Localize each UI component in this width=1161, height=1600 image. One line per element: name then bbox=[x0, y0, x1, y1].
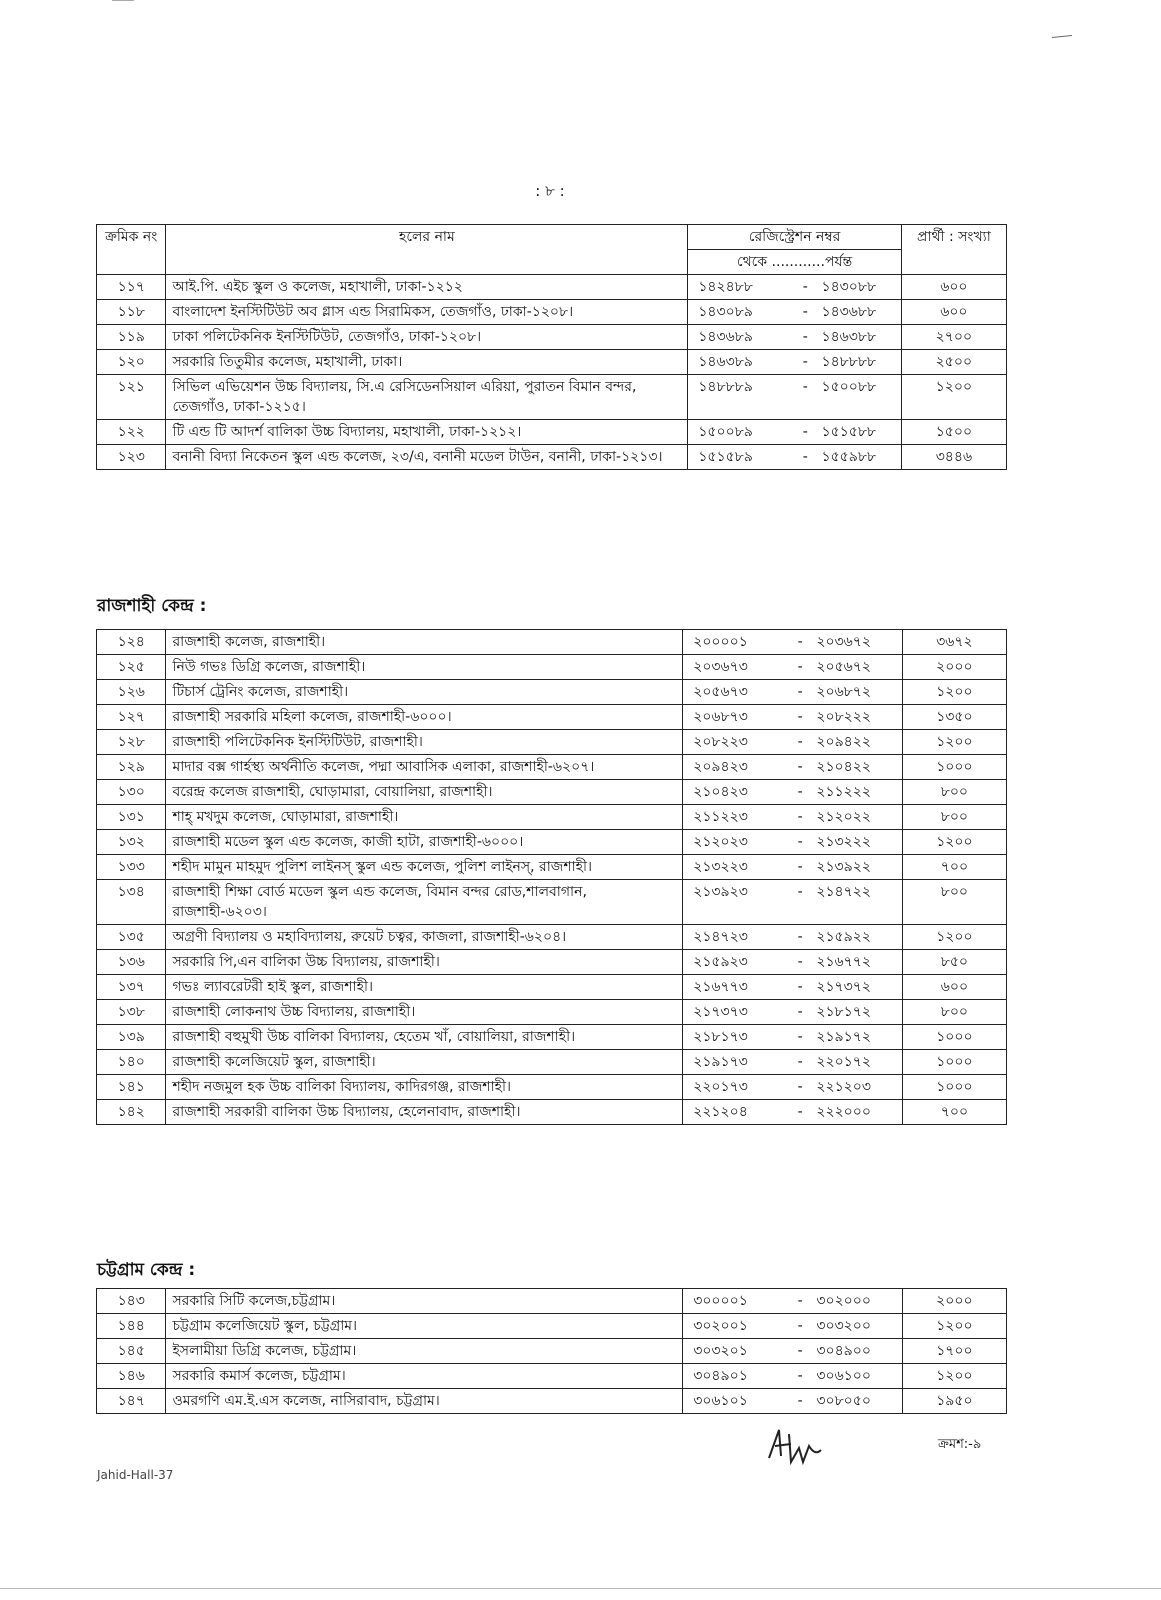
table-row bbox=[97, 925, 1007, 950]
range-dash: - bbox=[790, 1075, 810, 1100]
range-dash: - bbox=[790, 1364, 810, 1389]
reg-from-cell: ২১৪৭২৩ bbox=[683, 925, 790, 950]
hall-name-cell: সিভিল এভিয়েশন উচ্চ বিদ্যালয়, সি.এ রেসিডেনসিয়াল এরিয়া, পুরাতন বিমান বন্দর, তেজগাঁও, ঢাকা-১২১৫। bbox=[166, 375, 688, 420]
reg-from-cell: ২০৮২২৩ bbox=[683, 730, 790, 755]
range-dash: - bbox=[795, 325, 815, 350]
serial-cell: ১২৫ bbox=[97, 655, 166, 680]
header-registration-number: রেজিস্ট্রেশন নম্বর bbox=[688, 225, 901, 250]
reg-from-cell: ২০৯৪২৩ bbox=[683, 755, 790, 780]
serial-cell: ১৪৬ bbox=[97, 1364, 166, 1389]
table-row bbox=[97, 1364, 1007, 1389]
serial-cell: ১৪৩ bbox=[97, 1289, 166, 1314]
header-serial: ক্রমিক নং bbox=[97, 225, 166, 275]
table-row bbox=[97, 275, 1007, 300]
serial-cell: ১২৪ bbox=[97, 630, 166, 655]
table-row bbox=[97, 755, 1007, 780]
reg-from-cell: ২১০৪২৩ bbox=[683, 780, 790, 805]
reg-from-cell: ২২০১৭৩ bbox=[683, 1075, 790, 1100]
range-dash: - bbox=[790, 855, 810, 880]
hall-name-cell: চট্টগ্রাম কলেজিয়েট স্কুল, চট্টগ্রাম। bbox=[166, 1314, 683, 1339]
scan-mark bbox=[1052, 35, 1072, 38]
candidate-count-cell: ১০০০ bbox=[902, 755, 1006, 780]
table-row bbox=[97, 780, 1007, 805]
table-row bbox=[97, 1050, 1007, 1075]
rajshahi-table-body bbox=[97, 630, 1007, 1125]
candidate-count-cell: ৭০০ bbox=[902, 1100, 1006, 1125]
reg-from-cell: ২০০০০১ bbox=[683, 630, 790, 655]
hall-name-cell: রাজশাহী কলেজিয়েট স্কুল, রাজশাহী। bbox=[166, 1050, 683, 1075]
reg-to-cell: ৩০৩২০০ bbox=[810, 1314, 902, 1339]
range-dash: - bbox=[790, 1025, 810, 1050]
reg-to-cell: ১৪৬৩৮৮ bbox=[815, 325, 901, 350]
reg-to-cell: ২০৫৬৭২ bbox=[810, 655, 902, 680]
table-row bbox=[97, 420, 1007, 445]
candidate-count-cell: ১২০০ bbox=[902, 1364, 1006, 1389]
hall-name-cell: শহীদ নজমুল হক উচ্চ বালিকা বিদ্যালয়, কাদিরগঞ্জ, রাজশাহী। bbox=[166, 1075, 683, 1100]
candidate-count-cell: ৭০০ bbox=[902, 855, 1006, 880]
range-dash: - bbox=[790, 780, 810, 805]
dhaka-table-head bbox=[97, 225, 1007, 275]
hall-name-cell: শাহ্ মখদুম কলেজ, ঘোড়ামারা, রাজশাহী। bbox=[166, 805, 683, 830]
reg-from-cell: ২১৭৩৭৩ bbox=[683, 1000, 790, 1025]
reg-from-cell: ১৪৬৩৮৯ bbox=[688, 350, 795, 375]
reg-from-cell: ৩০০০০১ bbox=[683, 1289, 790, 1314]
table-row bbox=[97, 1389, 1007, 1414]
candidate-count-cell: ১০০০ bbox=[902, 1075, 1006, 1100]
chattogram-hall-table bbox=[96, 1288, 1007, 1414]
reg-from-cell: ৩০৪৯০১ bbox=[683, 1364, 790, 1389]
table-row bbox=[97, 730, 1007, 755]
reg-to-cell: ২১৮১৭২ bbox=[810, 1000, 902, 1025]
hall-name-cell: বনানী বিদ্যা নিকেতন স্কুল এন্ড কলেজ, ২৩/এ, বনানী মডেল টাউন, বনানী, ঢাকা-১২১৩। bbox=[166, 445, 688, 470]
hall-name-cell: রাজশাহী কলেজ, রাজশাহী। bbox=[166, 630, 683, 655]
candidate-count-cell: ৬০০ bbox=[901, 300, 1006, 325]
serial-cell: ১২৩ bbox=[97, 445, 166, 470]
range-dash: - bbox=[790, 975, 810, 1000]
serial-cell: ১৪৪ bbox=[97, 1314, 166, 1339]
reg-to-cell: ২০৩৬৭২ bbox=[810, 630, 902, 655]
hall-name-cell: রাজশাহী শিক্ষা বোর্ড মডেল স্কুল এন্ড কলেজ, বিমান বন্দর রোড,শালবাগান, রাজশাহী-৬২০৩। bbox=[166, 880, 683, 925]
serial-cell: ১২৭ bbox=[97, 705, 166, 730]
reg-from-cell: ২১৮১৭৩ bbox=[683, 1025, 790, 1050]
hall-name-cell: বরেন্দ্র কলেজ রাজশাহী, ঘোড়ামারা, বোয়ালিয়া, রাজশাহী। bbox=[166, 780, 683, 805]
reg-to-cell: ১৫৫৯৮৮ bbox=[815, 445, 901, 470]
table-row bbox=[97, 1339, 1007, 1364]
serial-cell: ১৩৬ bbox=[97, 950, 166, 975]
table-row bbox=[97, 705, 1007, 730]
table-row bbox=[97, 855, 1007, 880]
candidate-count-cell: ৮০০ bbox=[902, 805, 1006, 830]
range-dash: - bbox=[790, 730, 810, 755]
hall-name-cell: বাংলাদেশ ইনস্টিটিউট অব গ্লাস এন্ড সিরামিকস, তেজগাঁও, ঢাকা-১২০৮। bbox=[166, 300, 688, 325]
reg-to-cell: ১৪৩০৮৮ bbox=[815, 275, 901, 300]
reg-from-cell: ৩০৬১০১ bbox=[683, 1389, 790, 1414]
serial-cell: ১১৮ bbox=[97, 300, 166, 325]
reg-to-cell: ২১৯১৭২ bbox=[810, 1025, 902, 1050]
reg-to-cell: ২১৬৭৭২ bbox=[810, 950, 902, 975]
reg-from-cell: ২২১২০৪ bbox=[683, 1100, 790, 1125]
reg-to-cell: ২০৬৮৭২ bbox=[810, 680, 902, 705]
range-dash: - bbox=[790, 1289, 810, 1314]
reg-to-cell: ২১৪৭২২ bbox=[810, 880, 902, 925]
candidate-count-cell: ৮০০ bbox=[902, 1000, 1006, 1025]
table-row bbox=[97, 680, 1007, 705]
reg-from-cell: ২১৯১৭৩ bbox=[683, 1050, 790, 1075]
reg-from-cell: ২১৩৯২৩ bbox=[683, 880, 790, 925]
table-row bbox=[97, 1314, 1007, 1339]
hall-name-cell: সরকারি পি,এন বালিকা উচ্চ বিদ্যালয়, রাজশাহী। bbox=[166, 950, 683, 975]
reg-from-cell: ১৪৮৮৮৯ bbox=[688, 375, 795, 420]
table-row bbox=[97, 975, 1007, 1000]
table-row bbox=[97, 1289, 1007, 1314]
candidate-count-cell: ২৫০০ bbox=[901, 350, 1006, 375]
hall-name-cell: রাজশাহী পলিটেকনিক ইনস্টিটিউট, রাজশাহী। bbox=[166, 730, 683, 755]
reg-to-cell: ২১৫৯২২ bbox=[810, 925, 902, 950]
hall-name-cell: টি এন্ড টি আদর্শ বালিকা উচ্চ বিদ্যালয়, মহাখালী, ঢাকা-১২১২। bbox=[166, 420, 688, 445]
scan-mark bbox=[112, 0, 134, 1]
dhaka-table-body bbox=[97, 275, 1007, 470]
candidate-count-cell: ১০০০ bbox=[902, 1050, 1006, 1075]
serial-cell: ১৩২ bbox=[97, 830, 166, 855]
table-row bbox=[97, 830, 1007, 855]
serial-cell: ১২০ bbox=[97, 350, 166, 375]
hall-name-cell: রাজশাহী লোকনাথ উচ্চ বিদ্যালয়, রাজশাহী। bbox=[166, 1000, 683, 1025]
range-dash: - bbox=[795, 350, 815, 375]
reg-to-cell: ২১২০২২ bbox=[810, 805, 902, 830]
hall-name-cell: রাজশাহী বহুমুখী উচ্চ বালিকা বিদ্যালয়, হেতেম খাঁ, বোয়ালিয়া, রাজশাহী। bbox=[166, 1025, 683, 1050]
serial-cell: ১৪৭ bbox=[97, 1389, 166, 1414]
reg-from-cell: ১৫০০৮৯ bbox=[688, 420, 795, 445]
rajshahi-hall-table bbox=[96, 629, 1007, 1125]
range-dash: - bbox=[795, 275, 815, 300]
candidate-count-cell: ৬০০ bbox=[902, 975, 1006, 1000]
candidate-count-cell: ৮০০ bbox=[902, 780, 1006, 805]
serial-cell: ১৩৩ bbox=[97, 855, 166, 880]
reg-to-cell: ২১৩৯২২ bbox=[810, 855, 902, 880]
serial-cell: ১৪১ bbox=[97, 1075, 166, 1100]
range-dash: - bbox=[790, 680, 810, 705]
serial-cell: ১৪৫ bbox=[97, 1339, 166, 1364]
candidate-count-cell: ১২০০ bbox=[902, 680, 1006, 705]
range-dash: - bbox=[790, 1000, 810, 1025]
serial-cell: ১৩৯ bbox=[97, 1025, 166, 1050]
continued-note: ক্রমশ:-৯ bbox=[938, 1437, 982, 1452]
candidate-count-cell: ২০০০ bbox=[902, 655, 1006, 680]
table-row bbox=[97, 880, 1007, 925]
reg-from-cell: ২১৬৭৭৩ bbox=[683, 975, 790, 1000]
hall-name-cell: ঢাকা পলিটেকনিক ইনস্টিটিউট, তেজগাঁও, ঢাকা-১২০৮। bbox=[166, 325, 688, 350]
reg-to-cell: ২১৩২২২ bbox=[810, 830, 902, 855]
table-row bbox=[97, 1075, 1007, 1100]
serial-cell: ১১৯ bbox=[97, 325, 166, 350]
reg-from-cell: ৩০৩২০১ bbox=[683, 1339, 790, 1364]
candidate-count-cell: ৮০০ bbox=[902, 880, 1006, 925]
reg-from-cell: ১৪৩০৮৯ bbox=[688, 300, 795, 325]
hall-name-cell: গভঃ ল্যাবরেটরী হাই স্কুল, রাজশাহী। bbox=[166, 975, 683, 1000]
footer-code: Jahid-Hall-37 bbox=[97, 1468, 174, 1482]
reg-to-cell: ২২১২০৩ bbox=[810, 1075, 902, 1100]
table-row bbox=[97, 350, 1007, 375]
candidate-count-cell: ১২০০ bbox=[902, 925, 1006, 950]
reg-from-cell: ২১২০২৩ bbox=[683, 830, 790, 855]
serial-cell: ১৩১ bbox=[97, 805, 166, 830]
range-dash: - bbox=[790, 925, 810, 950]
range-dash: - bbox=[790, 1339, 810, 1364]
table-row bbox=[97, 1000, 1007, 1025]
serial-cell: ১৪২ bbox=[97, 1100, 166, 1125]
range-dash: - bbox=[795, 420, 815, 445]
table-row bbox=[97, 300, 1007, 325]
reg-from-cell: ৩০২০০১ bbox=[683, 1314, 790, 1339]
reg-to-cell: ২০৯৪২২ bbox=[810, 730, 902, 755]
range-dash: - bbox=[790, 1314, 810, 1339]
reg-to-cell: ১৪৩৬৮৮ bbox=[815, 300, 901, 325]
reg-to-cell: ১৪৮৮৮৮ bbox=[815, 350, 901, 375]
reg-to-cell: ২২০১৭২ bbox=[810, 1050, 902, 1075]
candidate-count-cell: ১২০০ bbox=[901, 375, 1006, 420]
range-dash: - bbox=[795, 375, 815, 420]
reg-to-cell: ২১০৪২২ bbox=[810, 755, 902, 780]
candidate-count-cell: ১২০০ bbox=[902, 830, 1006, 855]
table-row bbox=[97, 805, 1007, 830]
range-dash: - bbox=[790, 1389, 810, 1414]
reg-to-cell: ৩০৮০৫০ bbox=[810, 1389, 902, 1414]
hall-name-cell: রাজশাহী সরকারি মহিলা কলেজ, রাজশাহী-৬০০০। bbox=[166, 705, 683, 730]
range-dash: - bbox=[795, 445, 815, 470]
serial-cell: ১৩৪ bbox=[97, 880, 166, 925]
serial-cell: ১২৮ bbox=[97, 730, 166, 755]
reg-to-cell: ৩০৪৯০০ bbox=[810, 1339, 902, 1364]
serial-cell: ১১৭ bbox=[97, 275, 166, 300]
signature bbox=[765, 1428, 825, 1468]
hall-name-cell: টিচার্স ট্রেনিং কলেজ, রাজশাহী। bbox=[166, 680, 683, 705]
candidate-count-cell: ৩৪৪৬ bbox=[901, 445, 1006, 470]
serial-cell: ১৩৫ bbox=[97, 925, 166, 950]
hall-name-cell: আই.পি. এইচ স্কুল ও কলেজ, মহাখালী, ঢাকা-১২১২ bbox=[166, 275, 688, 300]
range-dash: - bbox=[795, 300, 815, 325]
range-dash: - bbox=[790, 1100, 810, 1125]
range-dash: - bbox=[790, 830, 810, 855]
candidate-count-cell: ৬০০ bbox=[901, 275, 1006, 300]
range-dash: - bbox=[790, 755, 810, 780]
hall-name-cell: ইসলামীয়া ডিগ্রি কলেজ, চট্টগ্রাম। bbox=[166, 1339, 683, 1364]
table-row bbox=[97, 950, 1007, 975]
serial-cell: ১২২ bbox=[97, 420, 166, 445]
candidate-count-cell: ১২০০ bbox=[902, 1314, 1006, 1339]
candidate-count-cell: ৮৫০ bbox=[902, 950, 1006, 975]
range-dash: - bbox=[790, 705, 810, 730]
rajshahi-section-title: রাজশাহী কেন্দ্র : bbox=[97, 596, 207, 616]
range-dash: - bbox=[790, 880, 810, 925]
header-range: থেকে ............পর্যন্ত bbox=[688, 250, 901, 275]
reg-from-cell: ২১৩২২৩ bbox=[683, 855, 790, 880]
candidate-count-cell: ১৫০০ bbox=[901, 420, 1006, 445]
hall-name-cell: ওমরগণি এম.ই.এস কলেজ, নাসিরাবাদ, চট্টগ্রাম। bbox=[166, 1389, 683, 1414]
range-dash: - bbox=[790, 1050, 810, 1075]
table-row bbox=[97, 1100, 1007, 1125]
hall-name-cell: রাজশাহী মডেল স্কুল এন্ড কলেজ, কাজী হাটা, রাজশাহী-৬০০০। bbox=[166, 830, 683, 855]
reg-from-cell: ২০৩৬৭৩ bbox=[683, 655, 790, 680]
page-number: : ৮ : bbox=[535, 182, 565, 200]
header-hall-name: হলের নাম bbox=[166, 225, 688, 275]
hall-name-cell: নিউ গভঃ ডিগ্রি কলেজ, রাজশাহী। bbox=[166, 655, 683, 680]
reg-from-cell: ১৫১৫৮৯ bbox=[688, 445, 795, 470]
hall-name-cell: মাদার বক্স গার্হস্থ্য অর্থনীতি কলেজ, পদ্মা আবাসিক এলাকা, রাজশাহী-৬২০৭। bbox=[166, 755, 683, 780]
serial-cell: ১৩০ bbox=[97, 780, 166, 805]
candidate-count-cell: ১৯৫০ bbox=[902, 1389, 1006, 1414]
reg-to-cell: ২১১২২২ bbox=[810, 780, 902, 805]
reg-to-cell: ১৫১৫৮৮ bbox=[815, 420, 901, 445]
candidate-count-cell: ১২০০ bbox=[902, 730, 1006, 755]
dhaka-hall-table bbox=[96, 224, 1007, 470]
range-dash: - bbox=[790, 805, 810, 830]
reg-to-cell: ২১৭৩৭২ bbox=[810, 975, 902, 1000]
serial-cell: ১২৯ bbox=[97, 755, 166, 780]
hall-name-cell: শহীদ মামুন মাহমুদ পুলিশ লাইনস্ স্কুল এন্ড কলেজ, পুলিশ লাইনস্, রাজশাহী। bbox=[166, 855, 683, 880]
reg-to-cell: ৩০৬১০০ bbox=[810, 1364, 902, 1389]
reg-to-cell: ১৫০০৮৮ bbox=[815, 375, 901, 420]
candidate-count-cell: ২৭০০ bbox=[901, 325, 1006, 350]
reg-from-cell: ২০৬৮৭৩ bbox=[683, 705, 790, 730]
table-row bbox=[97, 655, 1007, 680]
hall-name-cell: অগ্রণী বিদ্যালয় ও মহাবিদ্যালয়, রুয়েট চত্বর, কাজলা, রাজশাহী-৬২০৪। bbox=[166, 925, 683, 950]
serial-cell: ১৩৮ bbox=[97, 1000, 166, 1025]
reg-from-cell: ১৪৩৬৮৯ bbox=[688, 325, 795, 350]
reg-to-cell: ৩০২০০০ bbox=[810, 1289, 902, 1314]
range-dash: - bbox=[790, 655, 810, 680]
serial-cell: ১৩৭ bbox=[97, 975, 166, 1000]
table-row bbox=[97, 445, 1007, 470]
hall-name-cell: সরকারি তিতুমীর কলেজ, মহাখালী, ঢাকা। bbox=[166, 350, 688, 375]
range-dash: - bbox=[790, 950, 810, 975]
candidate-count-cell: ৩৬৭২ bbox=[902, 630, 1006, 655]
table-row bbox=[97, 1025, 1007, 1050]
hall-name-cell: রাজশাহী সরকারী বালিকা উচ্চ বিদ্যালয়, হেলেনাবাদ, রাজশাহী। bbox=[166, 1100, 683, 1125]
candidate-count-cell: ১৭০০ bbox=[902, 1339, 1006, 1364]
reg-from-cell: ২১১২২৩ bbox=[683, 805, 790, 830]
header-candidate-count: প্রার্থী : সংখ্যা bbox=[901, 225, 1006, 275]
chattogram-table-body bbox=[97, 1289, 1007, 1414]
reg-to-cell: ২০৮২২২ bbox=[810, 705, 902, 730]
hall-name-cell: সরকারি সিটি কলেজ,চট্টগ্রাম। bbox=[166, 1289, 683, 1314]
reg-from-cell: ১৪২৪৮৮ bbox=[688, 275, 795, 300]
serial-cell: ১৪০ bbox=[97, 1050, 166, 1075]
range-dash: - bbox=[790, 630, 810, 655]
header-row bbox=[97, 225, 1007, 250]
reg-from-cell: ২০৫৬৭৩ bbox=[683, 680, 790, 705]
table-row bbox=[97, 325, 1007, 350]
reg-to-cell: ২২২০০০ bbox=[810, 1100, 902, 1125]
hall-name-cell: সরকারি কমার্স কলেজ, চট্টগ্রাম। bbox=[166, 1364, 683, 1389]
scan-mark bbox=[0, 1588, 1161, 1589]
candidate-count-cell: ১৩৫০ bbox=[902, 705, 1006, 730]
table-row bbox=[97, 375, 1007, 420]
candidate-count-cell: ২০০০ bbox=[902, 1289, 1006, 1314]
chattogram-section-title: চট্টগ্রাম কেন্দ্র : bbox=[97, 1260, 196, 1280]
candidate-count-cell: ১০০০ bbox=[902, 1025, 1006, 1050]
serial-cell: ১২১ bbox=[97, 375, 166, 420]
reg-from-cell: ২১৫৯২৩ bbox=[683, 950, 790, 975]
serial-cell: ১২৬ bbox=[97, 680, 166, 705]
table-row bbox=[97, 630, 1007, 655]
